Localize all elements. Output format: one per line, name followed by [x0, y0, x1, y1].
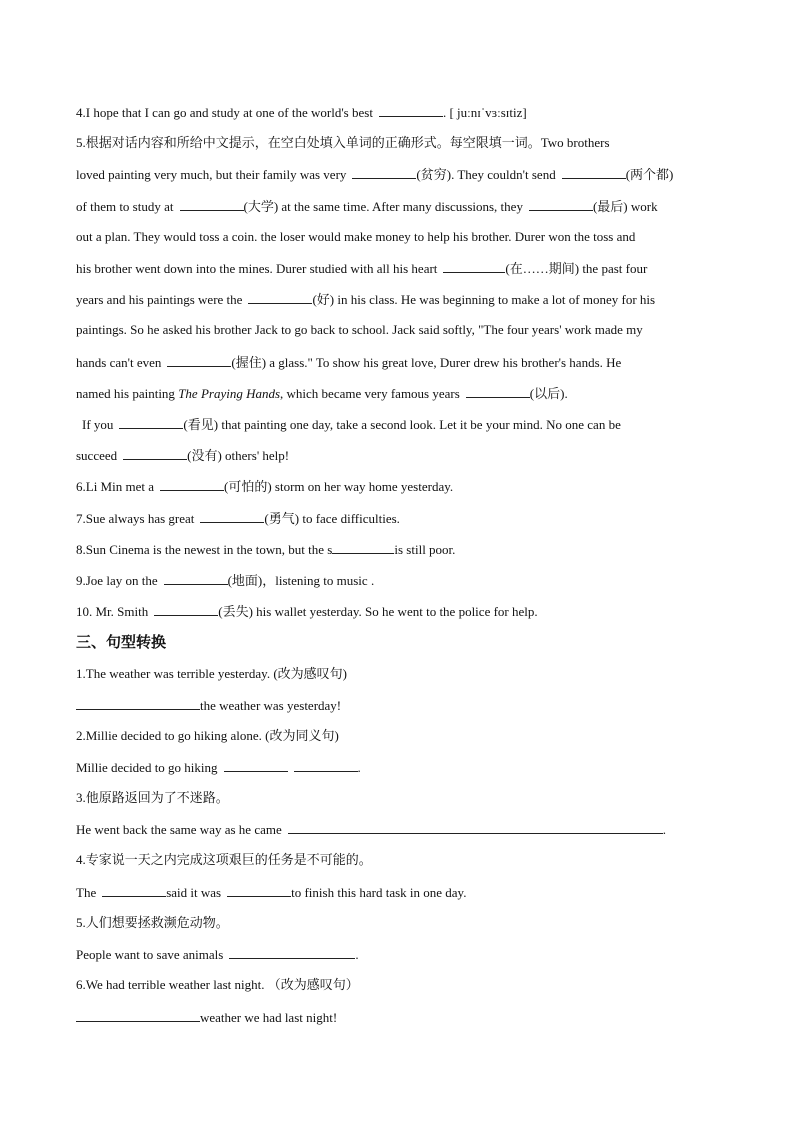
question-text: 9.Joe lay on the — [76, 573, 158, 588]
question-text: 8.Sun Cinema is the newest in the town, but the s — [76, 542, 333, 557]
question-text: loved painting very much, but their family was very — [76, 167, 347, 182]
question-5-line-9 — [76, 384, 736, 403]
question-text: to finish this hard task in one day. — [291, 885, 467, 900]
question-5-line-4 — [76, 228, 736, 246]
question-text: 3.他原路返回为了不迷路。 — [76, 790, 229, 805]
question-text: . — [355, 947, 359, 962]
question-text: . — [662, 822, 666, 837]
question-text: People want to save animals — [76, 947, 224, 962]
answer-blank[interactable] — [352, 165, 416, 179]
transform-4-answer — [76, 883, 736, 902]
answer-blank[interactable] — [167, 353, 231, 367]
transform-4-question — [76, 851, 736, 869]
question-text: If you — [82, 417, 114, 432]
answer-blank[interactable] — [119, 415, 183, 429]
question-text: the weather was yesterday! — [200, 698, 342, 713]
question-text: 10. Mr. Smith — [76, 604, 149, 619]
question-text: paintings. So he asked his brother Jack to go back to school. Jack said softly, "The four years' work made my — [76, 322, 643, 337]
question-text: hands can't even — [76, 355, 162, 370]
answer-blank[interactable] — [443, 259, 505, 273]
question-text: 4.I hope that I can go and study at one of the world's best — [76, 105, 373, 120]
answer-blank[interactable] — [332, 540, 394, 554]
question-5-line-7 — [76, 321, 736, 339]
answer-blank[interactable] — [123, 446, 187, 460]
painting-title: The Praying Hands — [178, 386, 281, 401]
question-text: named his painting — [76, 386, 175, 401]
question-text: (可怕的) storm on her way home yesterday. — [224, 479, 454, 494]
question-text: 4.专家说一天之内完成这项艰巨的任务是不可能的。 — [76, 852, 372, 867]
question-5-line-8 — [76, 353, 736, 372]
question-text: (地面)，listening to music . — [227, 573, 375, 588]
question-5-line-6 — [76, 290, 736, 309]
question-text: (贫穷). They couldn't send — [416, 167, 556, 182]
transform-6-question — [76, 976, 736, 994]
answer-blank[interactable] — [154, 602, 218, 616]
question-6 — [76, 477, 736, 496]
answer-blank[interactable] — [229, 945, 355, 959]
question-text: (丢失) his wallet yesterday. So he went to the police for help. — [218, 604, 538, 619]
question-text: is still poor. — [394, 542, 456, 557]
question-8 — [76, 540, 736, 559]
question-text: weather we had last night! — [200, 1010, 338, 1025]
answer-blank[interactable] — [224, 758, 288, 772]
question-text: 6.We had terrible weather last night. （改为感叹句） — [76, 977, 359, 992]
answer-blank[interactable] — [379, 103, 443, 117]
transform-5-answer — [76, 945, 736, 964]
question-5-line-5 — [76, 259, 736, 278]
question-text: (最后) work — [592, 199, 658, 214]
section-3-heading: 三、句型转换 — [76, 633, 167, 651]
answer-blank[interactable] — [200, 509, 264, 523]
transform-5-question — [76, 914, 736, 932]
question-text: 6.Li Min met a — [76, 479, 154, 494]
question-text: (看见) that painting one day, take a second look. Let it be your mind. No one can be — [183, 417, 621, 432]
question-text: 1.The weather was terrible yesterday. (改为感叹句) — [76, 666, 347, 681]
answer-blank[interactable] — [294, 758, 358, 772]
question-text: , which became very famous years — [280, 386, 460, 401]
question-text: said it was — [166, 885, 222, 900]
question-text: (握住) a glass." To show his great love, Durer drew his brother's hands. He — [231, 355, 622, 370]
answer-blank[interactable] — [288, 820, 663, 834]
question-text: (大学) at the same time. After many discussions, they — [243, 199, 523, 214]
question-5-line-2 — [76, 165, 736, 184]
question-text: (好) in his class. He was beginning to make a lot of money for his — [312, 292, 656, 307]
question-text: (以后). — [529, 386, 568, 401]
transform-2-answer — [76, 758, 736, 777]
answer-blank[interactable] — [76, 696, 200, 710]
answer-blank[interactable] — [466, 384, 530, 398]
question-text: (两个都) — [625, 167, 674, 182]
question-5-line-1 — [76, 134, 736, 152]
question-text: his brother went down into the mines. Durer studied with all his heart — [76, 261, 438, 276]
answer-blank[interactable] — [164, 571, 228, 585]
transform-1-answer — [76, 696, 736, 715]
transform-2-question — [76, 727, 736, 745]
question-text: 5.根据对话内容和所给中文提示，在空白处填入单词的正确形式。每空限填一词。Two brothers — [76, 135, 610, 150]
question-text: The — [76, 885, 97, 900]
question-5-line-11 — [76, 446, 736, 465]
question-7 — [76, 509, 736, 528]
question-text: (在……期间) the past four — [505, 261, 648, 276]
question-5-line-3 — [76, 197, 736, 216]
answer-blank[interactable] — [180, 197, 244, 211]
answer-blank[interactable] — [227, 883, 291, 897]
answer-blank[interactable] — [76, 1008, 200, 1022]
question-text: out a plan. They would toss a coin. the loser would make money to help his brother. Durer won the toss and — [76, 229, 636, 244]
question-5-line-10 — [82, 415, 742, 434]
transform-3-question — [76, 789, 736, 807]
question-text: . — [357, 760, 361, 775]
question-text: 5.人们想要拯救濒危动物。 — [76, 915, 229, 930]
question-text: . [ juːnɪˈvɜːsɪtiz] — [442, 105, 527, 120]
question-text: of them to study at — [76, 199, 174, 214]
answer-blank[interactable] — [160, 477, 224, 491]
question-text: (勇气) to face difficulties. — [264, 511, 400, 526]
question-9 — [76, 571, 736, 590]
question-4 — [76, 103, 736, 122]
transform-6-answer — [76, 1008, 736, 1027]
answer-blank[interactable] — [562, 165, 626, 179]
question-text: (没有) others' help! — [187, 448, 290, 463]
question-text: succeed — [76, 448, 118, 463]
question-text: years and his paintings were the — [76, 292, 243, 307]
answer-blank[interactable] — [102, 883, 166, 897]
transform-1-question — [76, 665, 736, 683]
question-text: 2.Millie decided to go hiking alone. (改为同义句) — [76, 728, 339, 743]
question-text: He went back the same way as he came — [76, 822, 282, 837]
question-text: 7.Sue always has great — [76, 511, 195, 526]
transform-3-answer — [76, 820, 736, 839]
question-10 — [76, 602, 736, 621]
answer-blank[interactable] — [529, 197, 593, 211]
question-text: Millie decided to go hiking — [76, 760, 218, 775]
answer-blank[interactable] — [248, 290, 312, 304]
